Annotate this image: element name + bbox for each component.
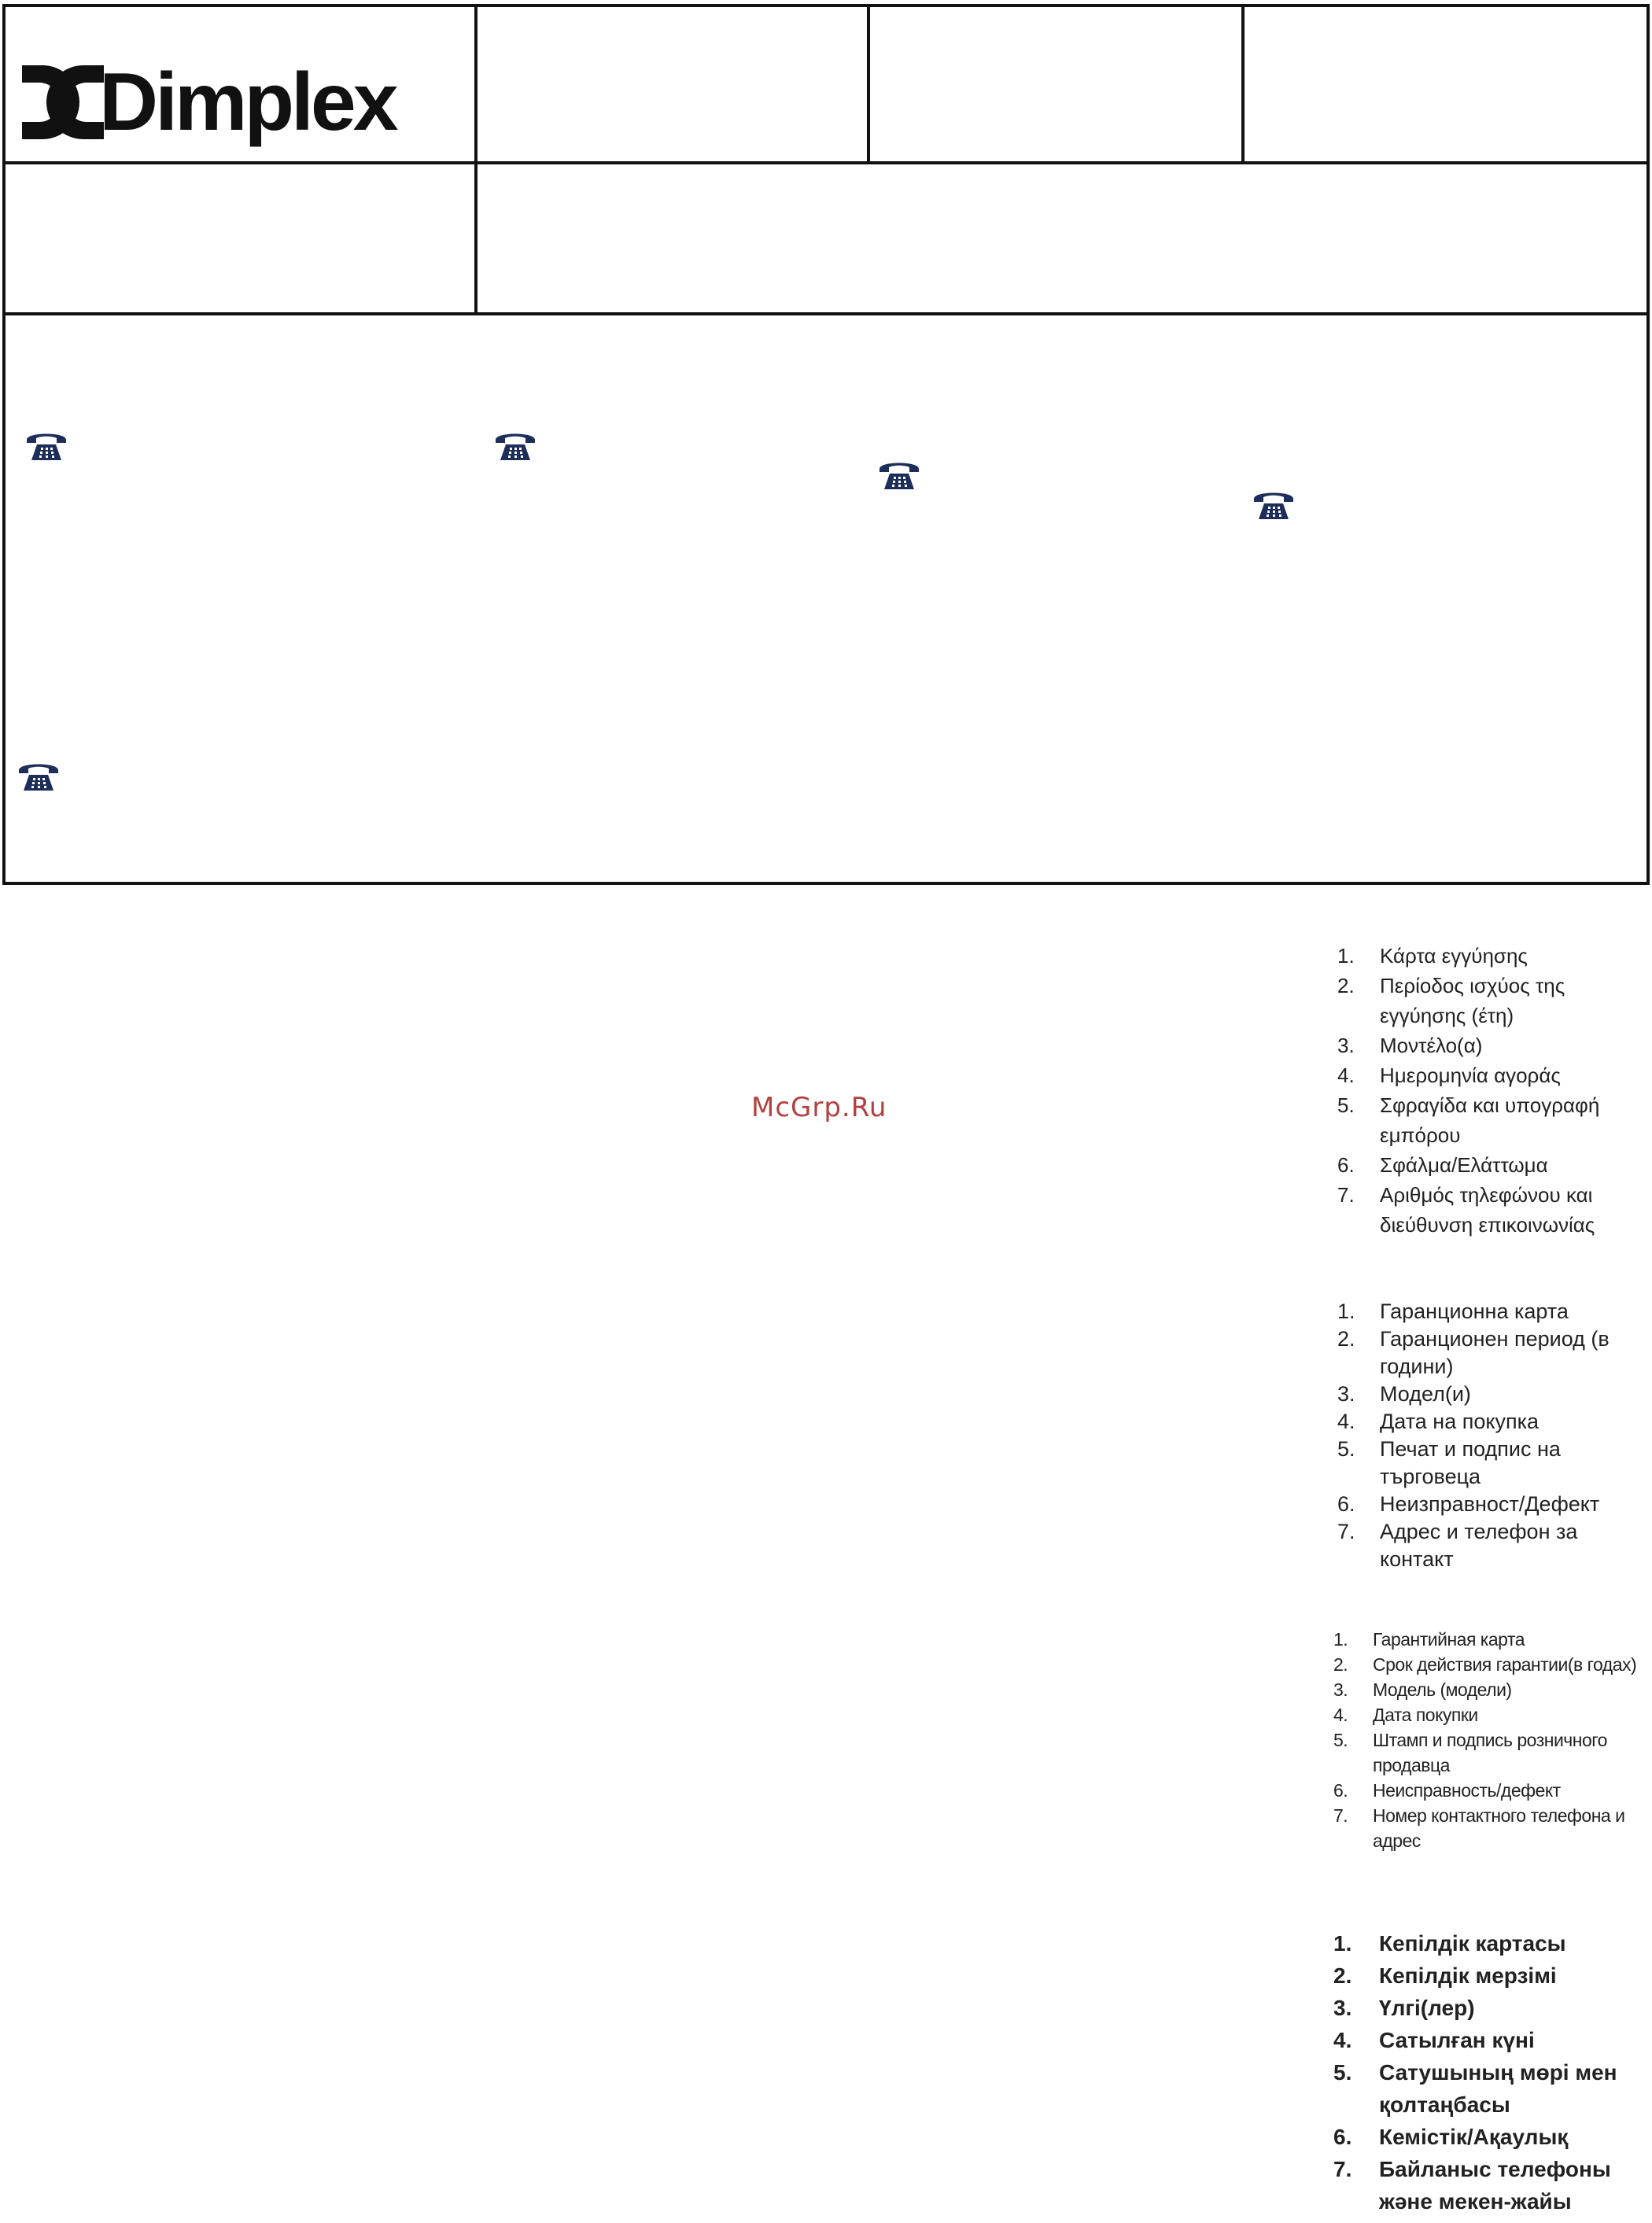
list-item: 3. Модел(и) xyxy=(1337,1382,1471,1406)
telephone-icon xyxy=(25,429,68,463)
card-cell-model xyxy=(478,7,867,161)
telephone-icon xyxy=(878,458,920,492)
list-item: 4. Ημερομηνία αγοράς xyxy=(1337,1064,1561,1087)
list-item: 4. Дата на покупка xyxy=(1337,1410,1540,1433)
card-cell-dealer-stamp xyxy=(6,164,474,312)
list-item: 6. Неизправност/Дефект xyxy=(1337,1492,1600,1516)
list-item: 7. Адрес и телефон за контакт xyxy=(1337,1520,1578,1571)
brand-name: Dimplex xyxy=(99,57,396,148)
list-item: 5. Σφραγίδα και υπογραφή εμπόρου xyxy=(1337,1093,1600,1147)
list-item: 4. Сатылған күні xyxy=(1333,2028,1535,2052)
list-item: 4. Дата покупки xyxy=(1333,1705,1478,1725)
list-item: 5. Печат и подпис на търговеца xyxy=(1337,1437,1561,1488)
card-cell-purchase-date xyxy=(870,7,1241,161)
legend-bulgarian xyxy=(1337,1298,1636,1573)
list-item: 6. Кемістік/Ақаулық xyxy=(1333,2125,1569,2149)
list-item: 2. Гаранционен период (в години) xyxy=(1337,1327,1610,1378)
card-cell-contacts xyxy=(6,315,1646,882)
list-item: 3. Үлгі(лер) xyxy=(1333,1996,1475,2020)
card-cell-warranty-period xyxy=(1245,7,1646,161)
watermark: McGrp.Ru xyxy=(751,1092,887,1123)
list-item: 1. Кепілдік картасы xyxy=(1333,1931,1566,1956)
list-item: 2. Περίοδος ισχύος της εγγύησης (έτη) xyxy=(1337,974,1565,1027)
telephone-icon xyxy=(17,759,60,794)
list-item: 2. Срок действия гарантии(в годах) xyxy=(1333,1654,1637,1675)
legend-greek xyxy=(1337,941,1636,1240)
legend-kazakh xyxy=(1333,1927,1640,2217)
list-item: 7. Αριθμός τηλεφώνου και διεύθυνση επικοινωνίας xyxy=(1337,1183,1595,1237)
list-item: 3. Модель (модели) xyxy=(1333,1679,1512,1700)
telephone-icon xyxy=(494,429,537,463)
legend-russian xyxy=(1333,1627,1640,1853)
list-item: 1. Κάρτα εγγύησης xyxy=(1337,944,1528,968)
list-item: 7. Номер контактного телефона и адрес xyxy=(1333,1805,1625,1851)
list-item: 3. Μοντέλο(α) xyxy=(1337,1034,1483,1057)
list-item: 5. Сатушының мөрі мен қолтаңбасы xyxy=(1333,2060,1617,2117)
dimplex-logo xyxy=(16,55,409,149)
card-cell-fault xyxy=(478,164,1646,312)
list-item: 6. Σφάλμα/Ελάττωμα xyxy=(1337,1153,1548,1177)
list-item: 1. Гарантийная карта xyxy=(1333,1629,1525,1650)
list-item: 6. Неисправность/дефект xyxy=(1333,1780,1561,1801)
list-item: 1. Гаранционна карта xyxy=(1337,1300,1569,1323)
list-item: 5. Штамп и подпись розничного продавца xyxy=(1333,1730,1607,1775)
list-item: 2. Кепілдік мерзімі xyxy=(1333,1963,1557,1988)
telephone-icon xyxy=(1252,488,1295,522)
dimplex-logo-mark xyxy=(16,59,110,146)
list-item: 7. Байланыс телефоны және мекен-жайы xyxy=(1333,2157,1611,2214)
